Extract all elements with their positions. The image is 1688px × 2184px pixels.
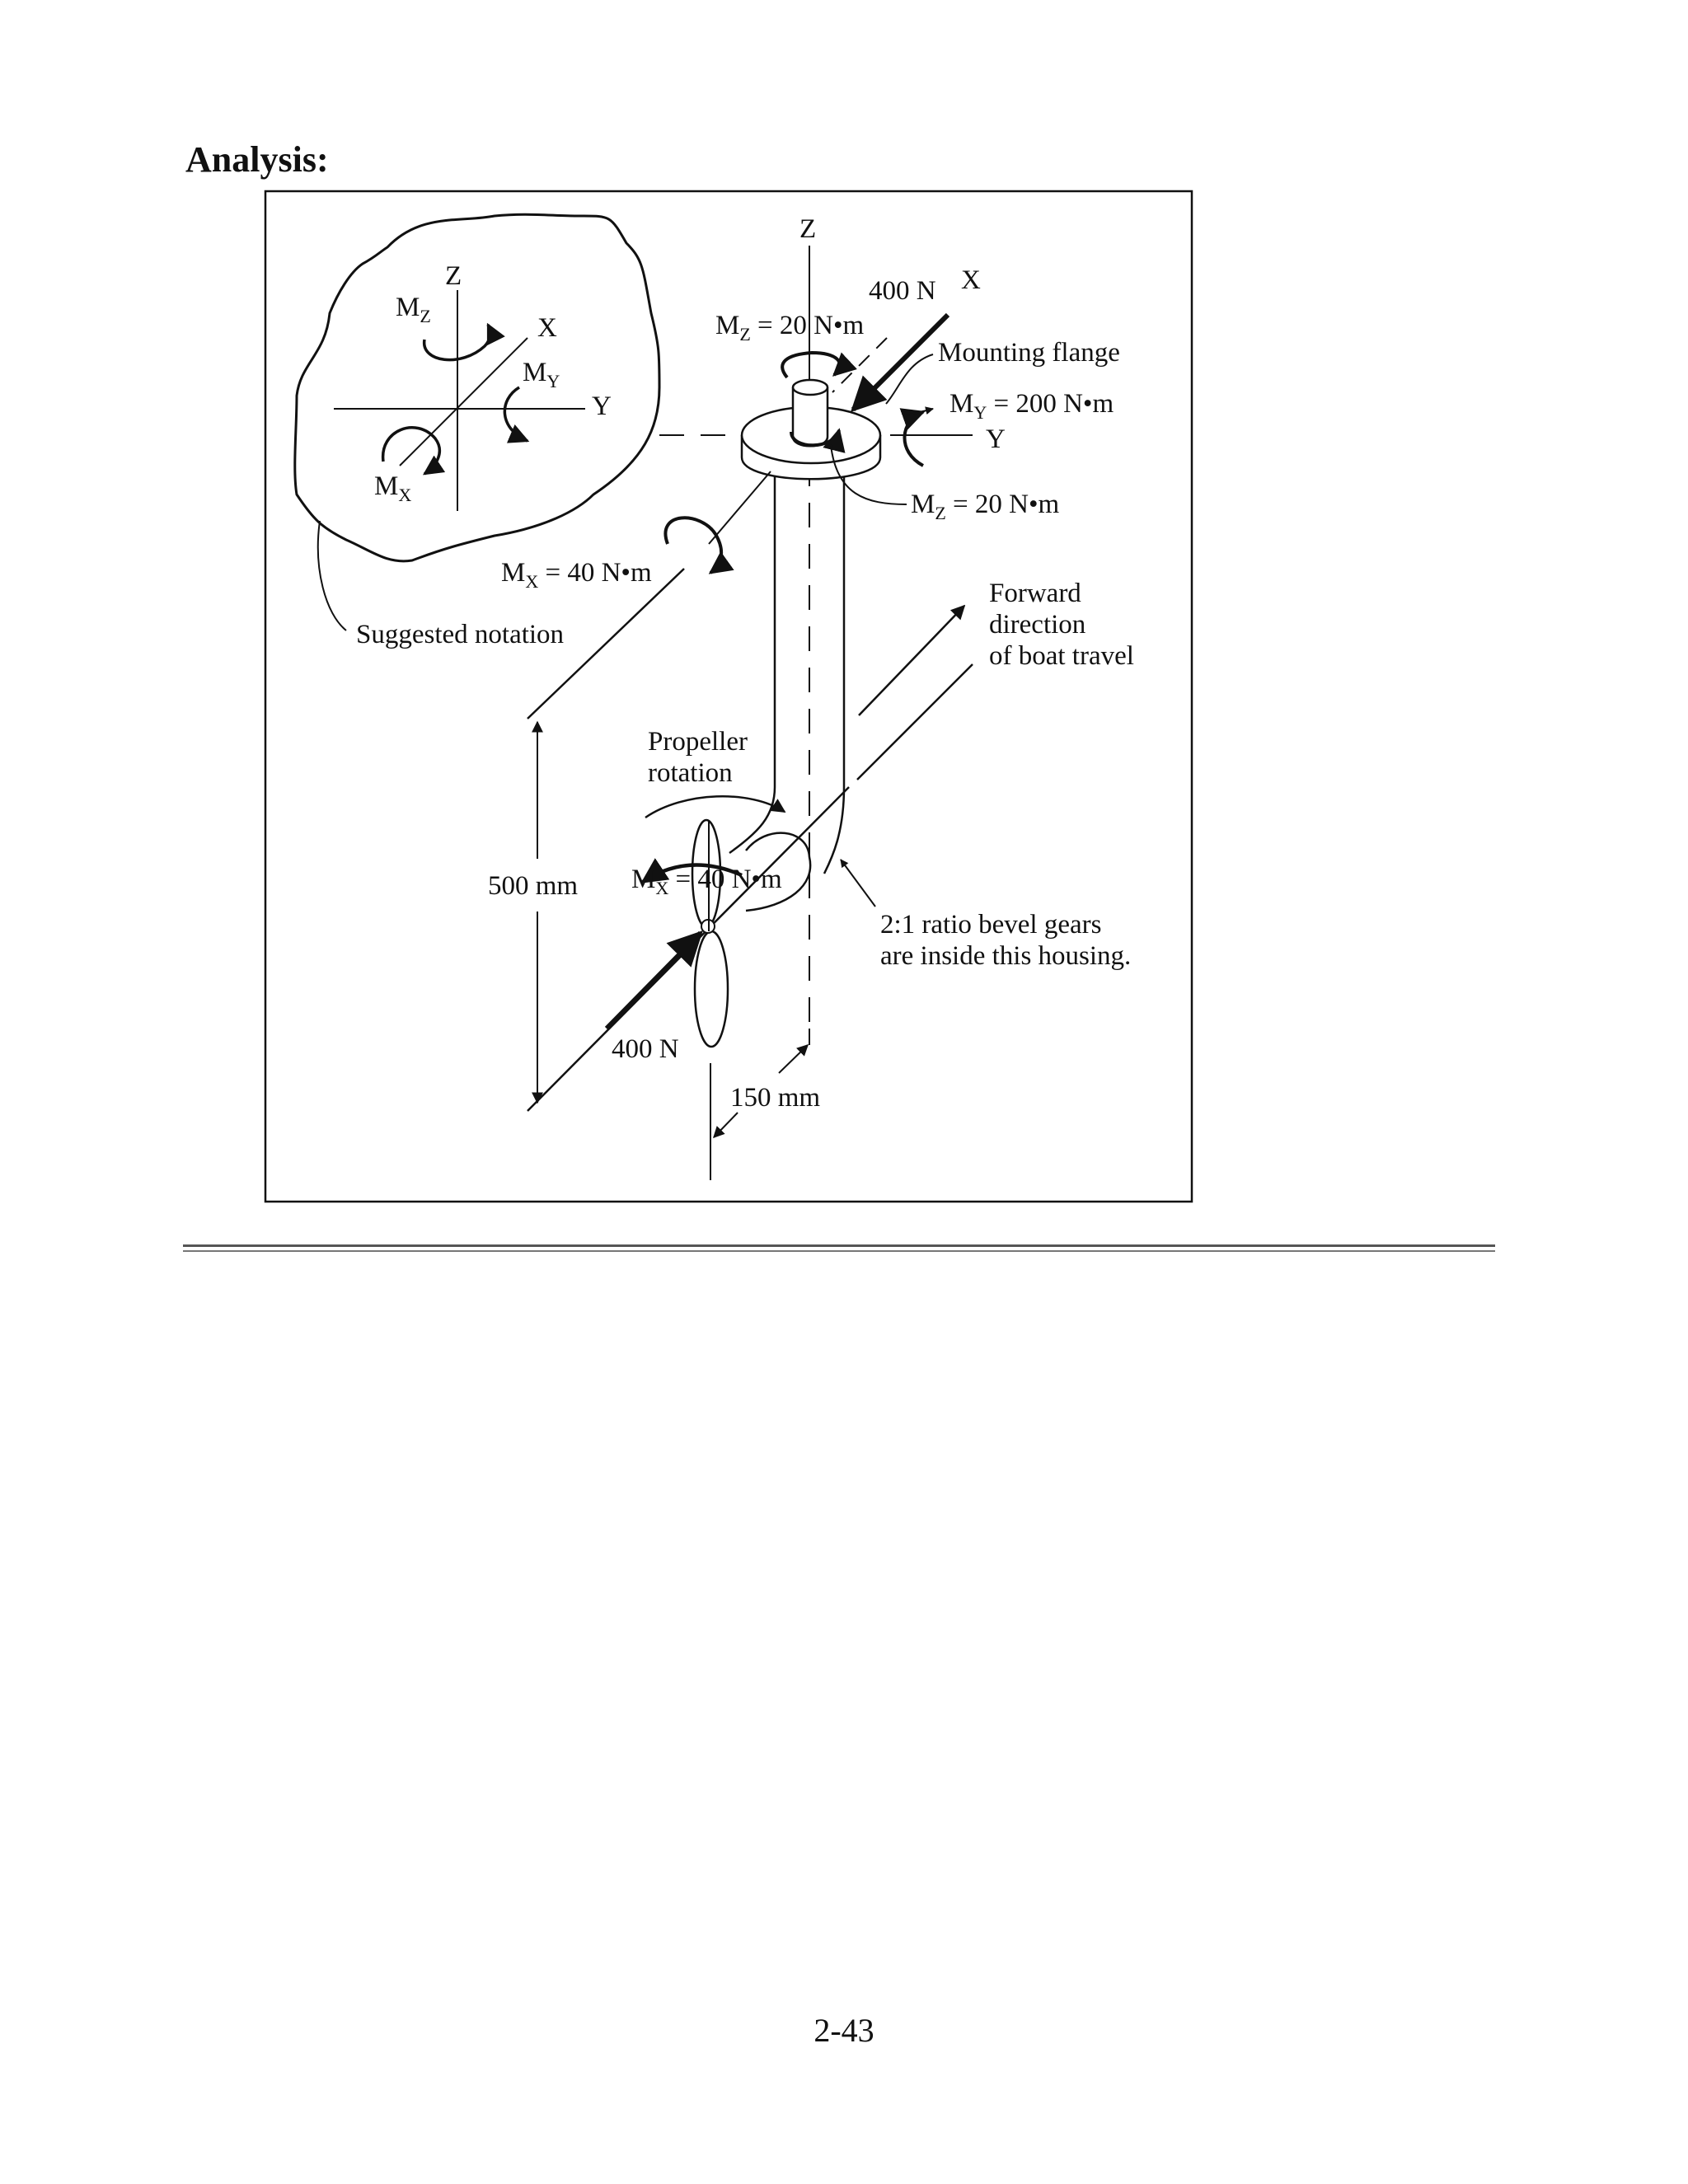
- gears-leader: [841, 860, 875, 907]
- page-heading: Analysis:: [185, 139, 329, 180]
- propeller-shaft-upper: [857, 664, 973, 780]
- notation-caption: Suggested notation: [356, 620, 565, 649]
- main-y-label: Y: [986, 424, 1006, 454]
- notation-z-label: Z: [445, 261, 462, 291]
- notation-mz-label: $M_Z$: [396, 293, 431, 326]
- main-x-label: X: [961, 265, 981, 295]
- dim-150-label: 150 mm: [730, 1083, 821, 1113]
- notation-mx-label: $M_X$: [374, 471, 412, 505]
- propeller-rotation-arrow: [645, 796, 785, 818]
- mounting-flange-label: Mounting flange: [938, 338, 1120, 368]
- bottom-force-arrow: [607, 933, 701, 1029]
- upper-shaft-line: [709, 471, 771, 544]
- mz-flange-label: $M_Z = 20$ N•m: [911, 490, 1060, 523]
- propeller-rotation-label: Propeller rotation: [648, 727, 748, 788]
- page-number: 2-43: [814, 2012, 874, 2049]
- mx-propeller-label: $M_X = 40$ N•m: [631, 865, 782, 898]
- dim-150-arrow-left: [714, 1113, 738, 1137]
- bottom-force-label: 400 N: [612, 1034, 679, 1064]
- notation-mx-curl: [383, 428, 440, 474]
- mx-shaft-curl: [665, 518, 721, 573]
- section-divider-secondary: [183, 1250, 1495, 1252]
- mz-top-curl: [782, 353, 840, 377]
- notation-my-curl: [504, 387, 528, 441]
- my-flange-label: $M_Y = 200$ N•m: [950, 389, 1114, 423]
- top-force-label: 400 N: [869, 276, 936, 306]
- gears-label: 2:1 ratio bevel gears are inside this housing.: [880, 910, 1132, 971]
- dim-500-label: 500 mm: [488, 871, 579, 901]
- notation-my-label: $M_Y$: [523, 358, 560, 391]
- mz-top-label: $M_Z = 20$ N•m: [715, 311, 865, 344]
- dim-150-arrow-right: [779, 1045, 808, 1073]
- top-force-arrow: [853, 315, 948, 410]
- flange-stub: [793, 387, 828, 446]
- forward-direction-label: Forward direction of boat travel: [989, 579, 1134, 671]
- forward-direction-arrow: [859, 606, 964, 715]
- mx-shaft-label: $M_X = 40$ N•m: [501, 558, 652, 592]
- annotations: [488, 579, 1134, 1180]
- flange-stub-top: [793, 380, 828, 395]
- main-z-label: Z: [799, 214, 817, 244]
- notation-y-label: Y: [592, 391, 612, 421]
- mounting-flange-leader: [886, 354, 933, 404]
- notation-x-label: X: [537, 313, 557, 343]
- my-flange-curl: [904, 412, 923, 466]
- propeller-blade-lower: [695, 931, 728, 1047]
- section-divider: [183, 1244, 1495, 1247]
